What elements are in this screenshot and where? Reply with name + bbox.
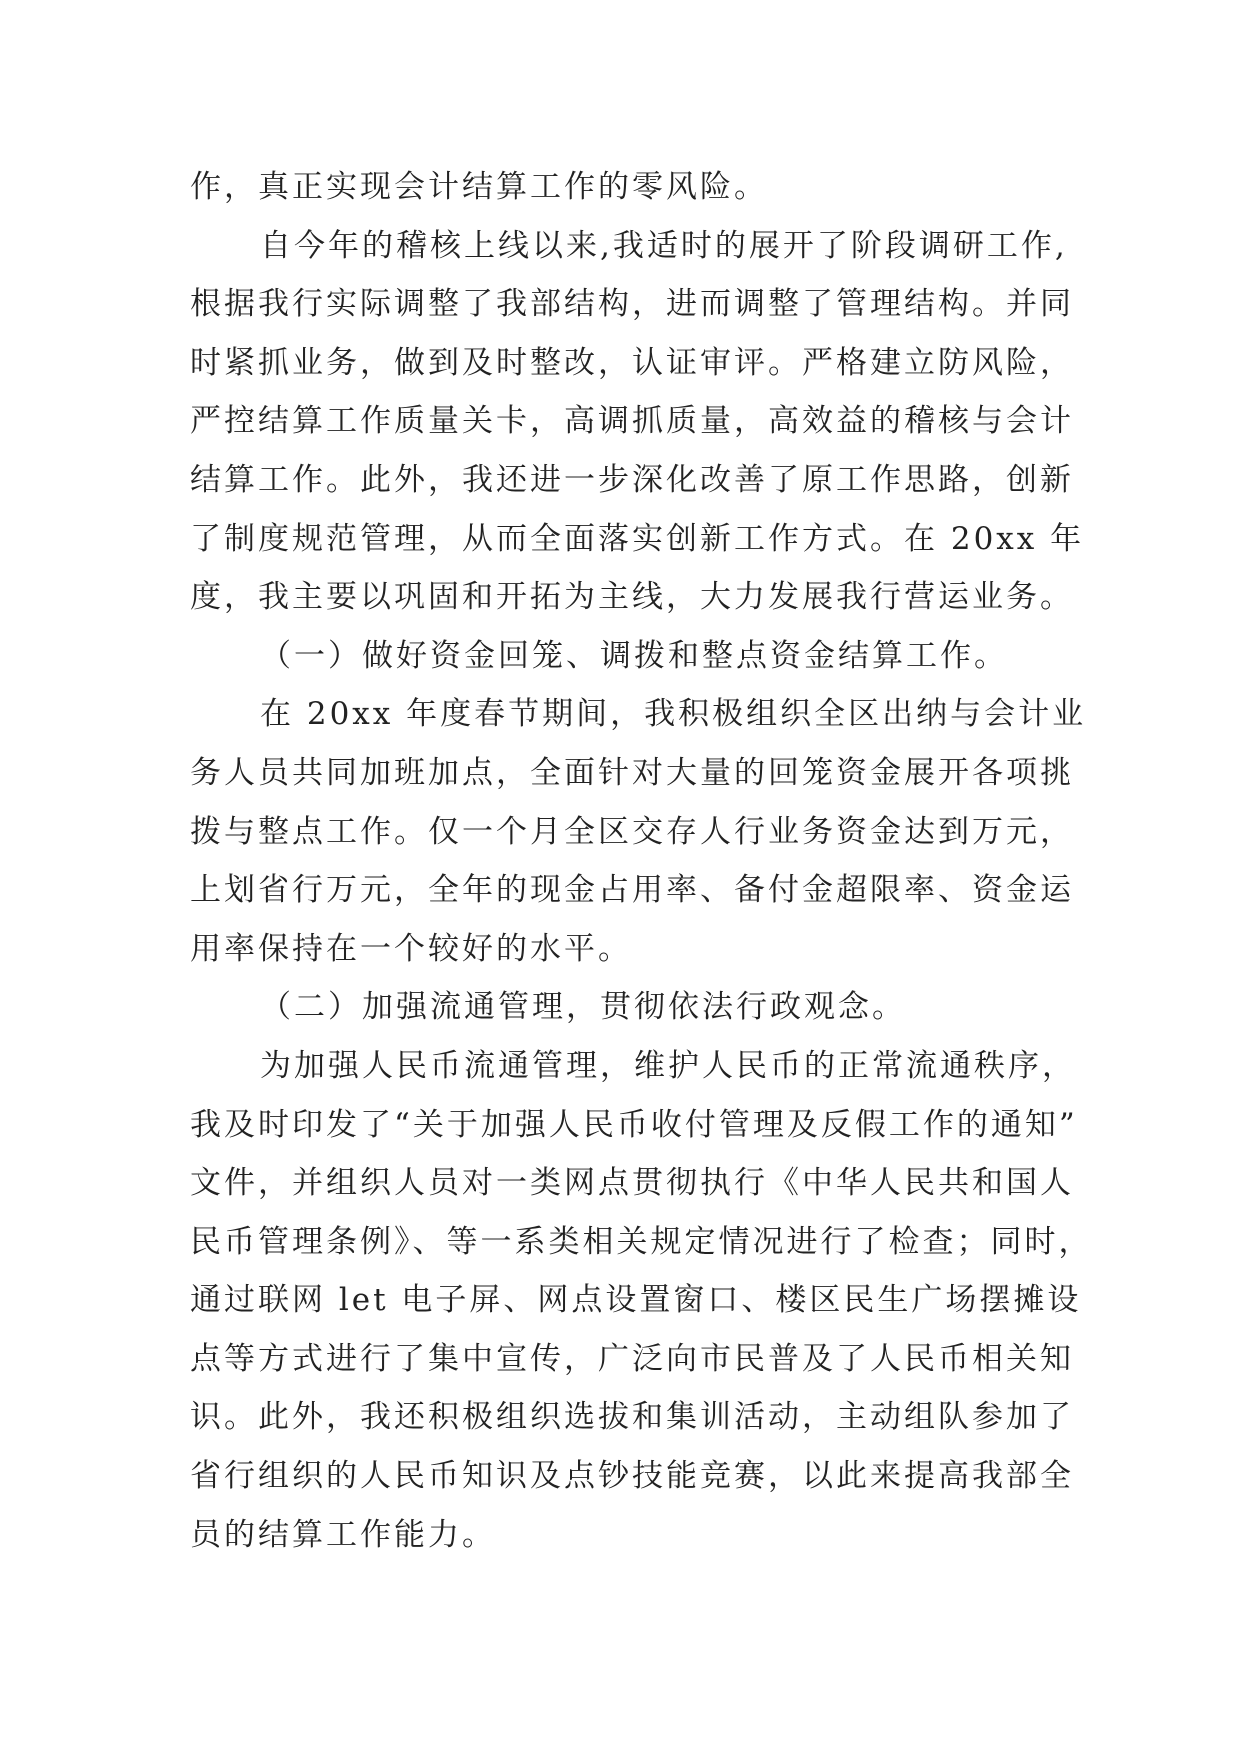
text-line: 严控结算工作质量关卡，高调抓质量，高效益的稽核与会计: [190, 403, 1074, 440]
text-line: 了制度规范管理，从而全面落实创新工作方式。在 20xx 年: [190, 520, 1085, 557]
text-line: 员的结算工作能力。: [190, 1516, 496, 1553]
text-line: 识。此外，我还积极组织选拔和集训活动，主动组队参加了: [190, 1399, 1074, 1436]
text-line: 作，真正实现会计结算工作的零风险。: [190, 169, 768, 205]
section-heading-1: （一）做好资金回笼、调拨和整点资金结算工作。: [260, 637, 1008, 674]
text-line: 拨与整点工作。仅一个月全区交存人行业务资金达到万元，: [190, 813, 1074, 850]
paragraph-start-line: 为加强人民币流通管理，维护人民币的正常流通秩序，: [260, 1047, 1076, 1084]
text-line: 务人员共同加班加点，全面针对大量的回笼资金展开各项挑: [190, 754, 1074, 791]
text-line: 文件，并组织人员对一类网点贯彻执行《中华人民共和国人: [190, 1165, 1074, 1202]
text-line: 省行组织的人民币知识及点钞技能竞赛，以此来提高我部全: [190, 1458, 1074, 1495]
text-line: 度，我主要以巩固和开拓为主线，大力发展我行营运业务。: [190, 579, 1074, 616]
text-line: 上划省行万元，全年的现金占用率、备付金超限率、资金运: [190, 872, 1074, 909]
paragraph-start-line: 自今年的稽核上线以来,我适时的展开了阶段调研工作,: [260, 227, 1068, 264]
text-line: 点等方式进行了集中宣传，广泛向市民普及了人民币相关知: [190, 1340, 1074, 1377]
text-line: 民币管理条例》、等一系类相关规定情况进行了检查；同时，: [190, 1223, 1093, 1260]
text-line: 结算工作。此外，我还进一步深化改善了原工作思路，创新: [190, 461, 1074, 498]
paragraph-start-line: 在 20xx 年度春节期间，我积极组织全区出纳与会计业: [260, 696, 1087, 733]
section-heading-2: （二）加强流通管理，贯彻依法行政观念。: [260, 989, 906, 1026]
text-line: 我及时印发了“关于加强人民币收付管理及反假工作的通知”: [190, 1106, 1078, 1143]
text-line: 时紧抓业务，做到及时整改，认证审评。严格建立防风险，: [190, 344, 1074, 381]
text-line: 根据我行实际调整了我部结构，进而调整了管理结构。并同: [190, 286, 1074, 323]
document-body: [190, 158, 1093, 1564]
text-line: 用率保持在一个较好的水平。: [190, 930, 632, 967]
text-line: 通过联网 let 电子屏、网点设置窗口、楼区民生广场摆摊设: [190, 1282, 1082, 1319]
